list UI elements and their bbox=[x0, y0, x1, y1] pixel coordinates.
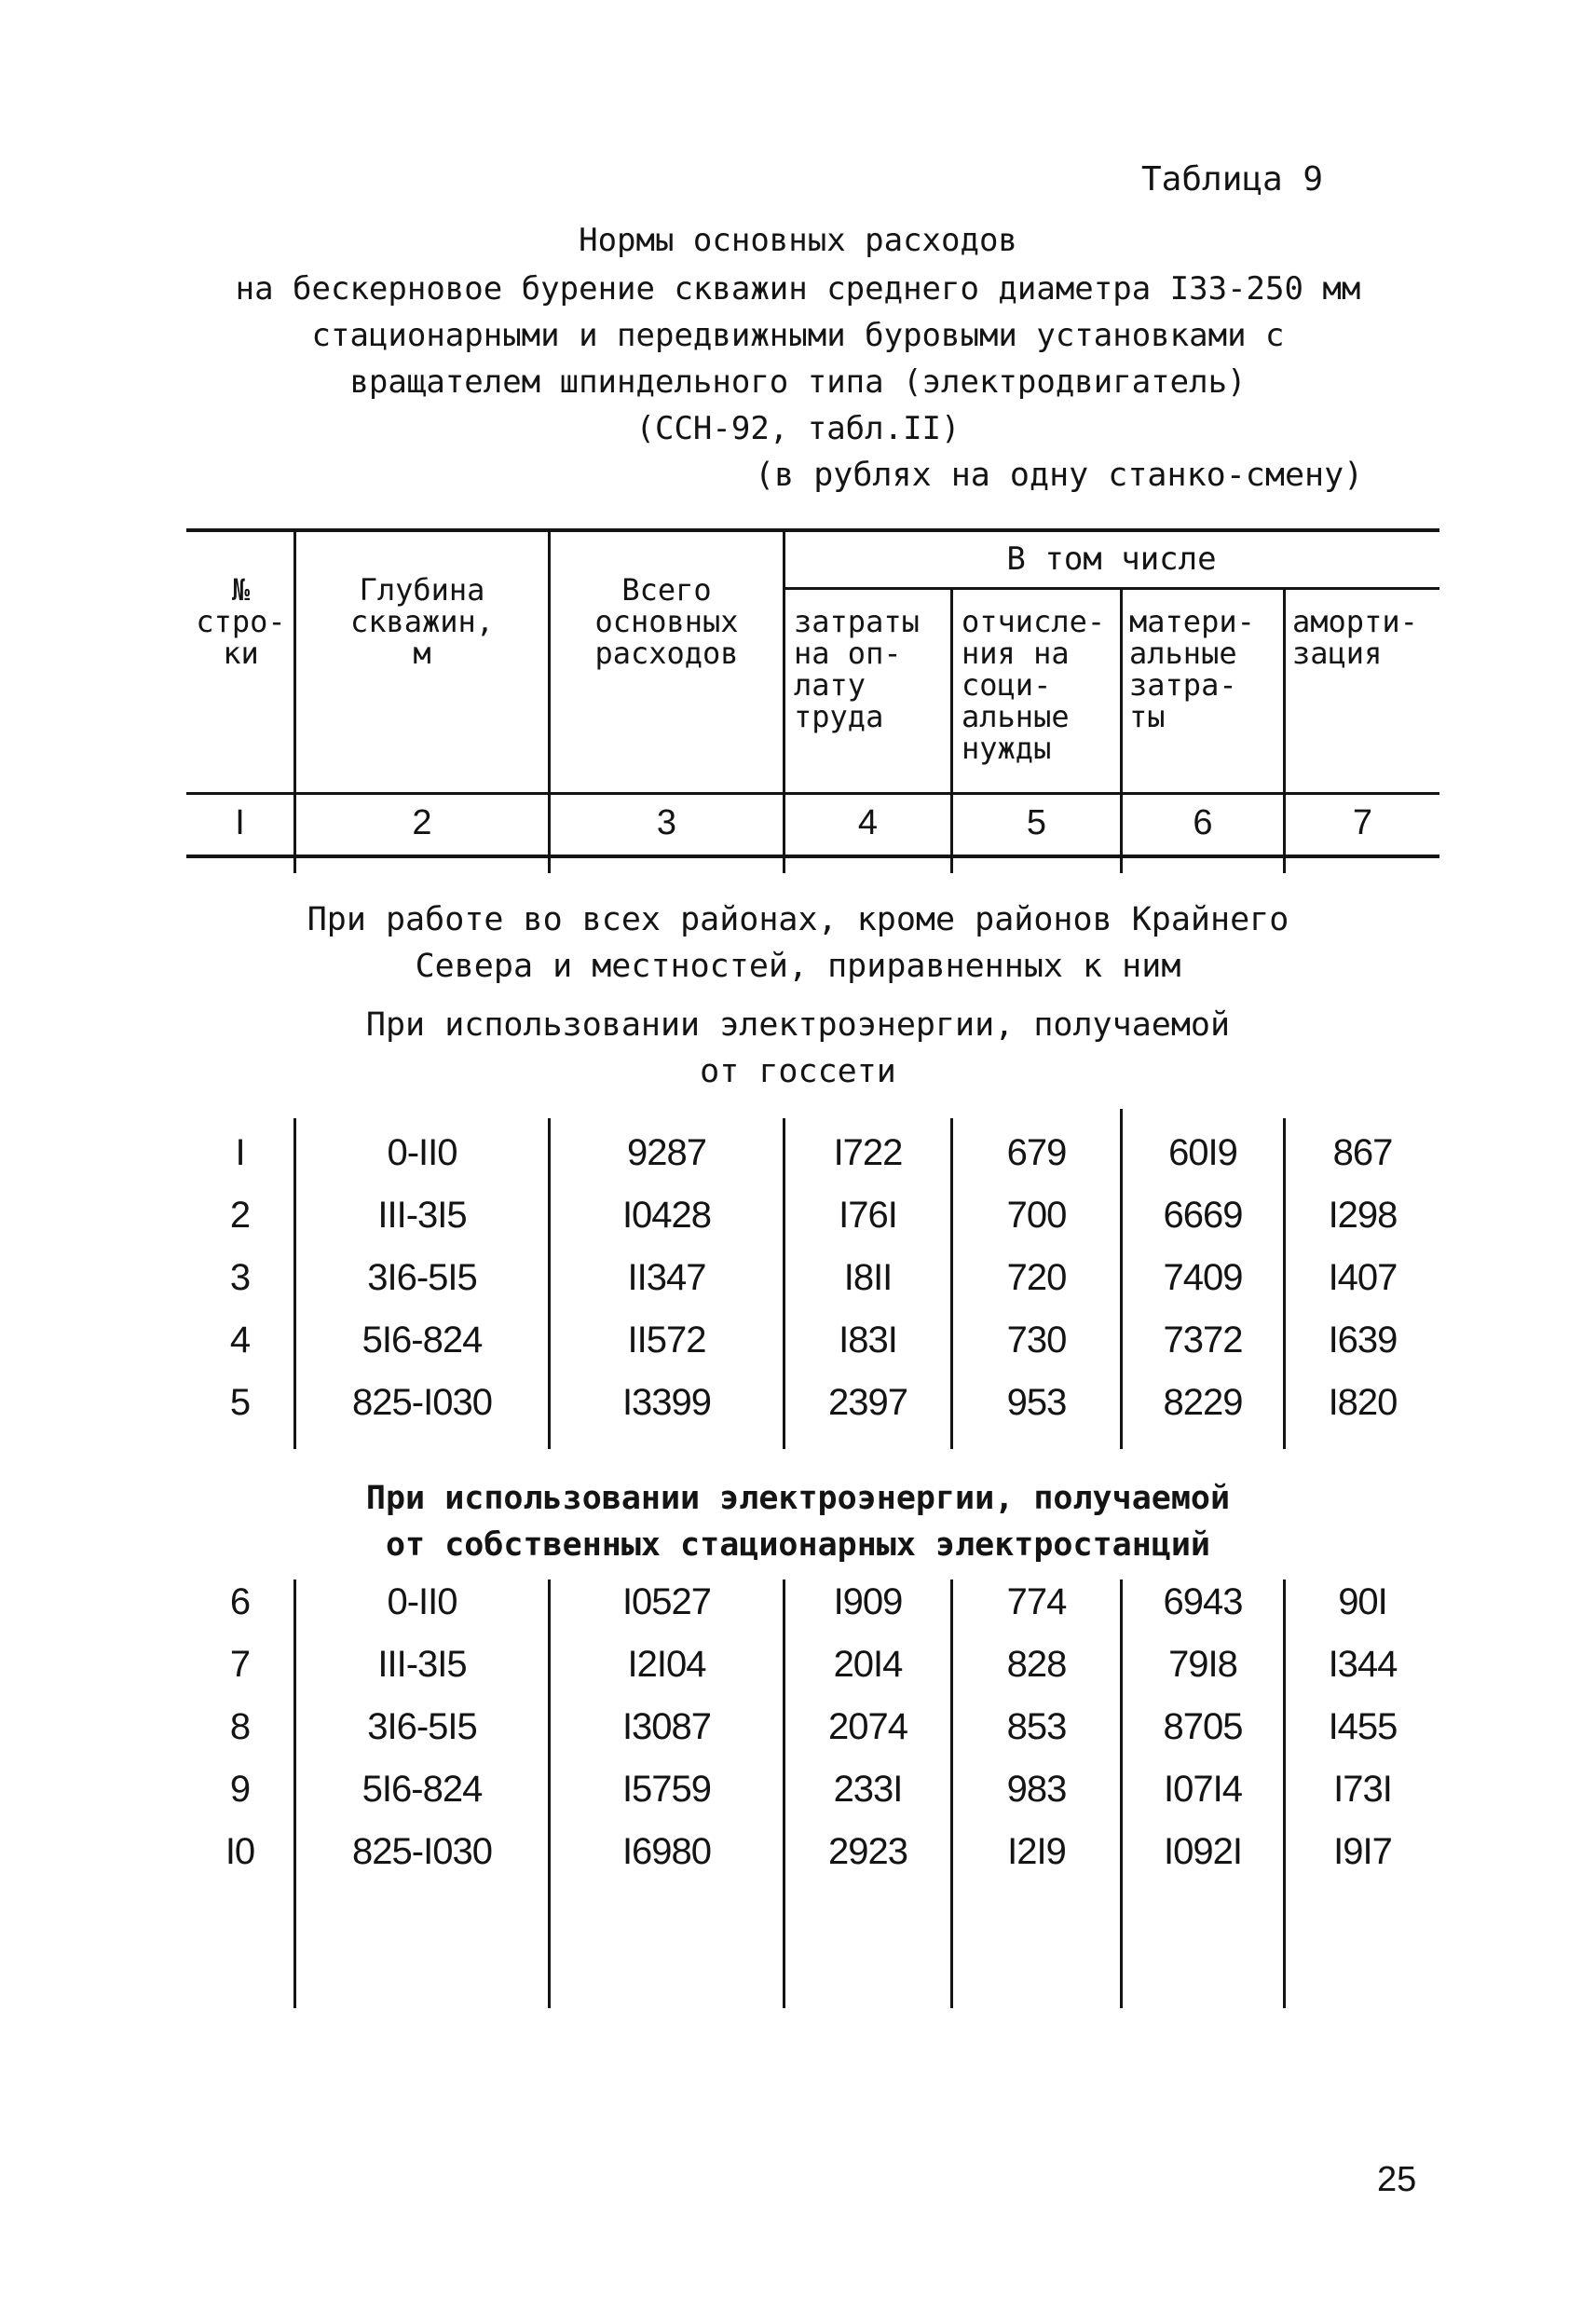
cell-social: I2I9 bbox=[1007, 1831, 1066, 1872]
cell-row-number: I0 bbox=[225, 1831, 255, 1872]
cell-social: 828 bbox=[1006, 1644, 1067, 1685]
units-note: (в рублях на одну станко-смену) bbox=[755, 457, 1364, 494]
cell-row-number: 8 bbox=[229, 1706, 251, 1747]
cell-materials: 6669 bbox=[1163, 1195, 1243, 1236]
cell-row-number: 9 bbox=[229, 1769, 251, 1810]
cell-total: I3087 bbox=[621, 1706, 712, 1747]
cell-social: 853 bbox=[1006, 1706, 1067, 1747]
cell-row-number: 7 bbox=[229, 1644, 251, 1685]
cell-social: 700 bbox=[1006, 1195, 1067, 1236]
cell-amortization: 90I bbox=[1338, 1581, 1387, 1622]
cell-labor: 2923 bbox=[828, 1831, 907, 1872]
cell-labor: 2074 bbox=[828, 1706, 907, 1747]
cell-total: I2I04 bbox=[627, 1644, 706, 1685]
cell-row-number: 6 bbox=[229, 1581, 251, 1622]
title-line-3: стационарными и передвижными буровыми установками с bbox=[311, 317, 1285, 354]
cell-row-number: I bbox=[235, 1132, 245, 1173]
cell-social: 774 bbox=[1006, 1581, 1067, 1622]
header-top-rule bbox=[186, 528, 1439, 532]
cell-social: 983 bbox=[1006, 1769, 1067, 1810]
col-number-3: 3 bbox=[656, 803, 677, 842]
cell-depth: III-3I5 bbox=[377, 1195, 467, 1236]
cell-social: 679 bbox=[1006, 1132, 1067, 1173]
cell-row-number: 4 bbox=[229, 1320, 251, 1361]
cell-materials: 79I8 bbox=[1168, 1644, 1237, 1685]
title-line-5: (ССН-92, табл.II) bbox=[635, 410, 961, 447]
cell-total: I0527 bbox=[621, 1581, 712, 1622]
cell-amortization: I9I7 bbox=[1333, 1831, 1392, 1872]
cell-amortization: I298 bbox=[1328, 1195, 1398, 1236]
cell-amortization: I344 bbox=[1328, 1644, 1398, 1685]
header-depth: Глубина скважин, м bbox=[349, 572, 495, 671]
cell-total: I3399 bbox=[621, 1382, 712, 1423]
table-label: Таблица 9 bbox=[1141, 160, 1324, 198]
col-number-7: 7 bbox=[1352, 803, 1373, 842]
colnum-bottom-rule bbox=[186, 855, 1439, 858]
cell-total: 9287 bbox=[627, 1132, 706, 1173]
header-group: В том числе bbox=[1006, 540, 1217, 578]
cell-labor: I83I bbox=[839, 1320, 897, 1361]
cell-labor: 2397 bbox=[828, 1382, 907, 1423]
cell-materials: 8705 bbox=[1163, 1706, 1243, 1747]
page-number: 25 bbox=[1377, 2160, 1417, 2199]
cell-materials: 60I9 bbox=[1168, 1132, 1237, 1173]
cell-depth: 3I6-5I5 bbox=[367, 1706, 477, 1747]
cell-amortization: I455 bbox=[1328, 1706, 1398, 1747]
cell-amortization: I639 bbox=[1328, 1320, 1398, 1361]
cell-labor: I722 bbox=[833, 1132, 903, 1173]
cell-materials: 6943 bbox=[1163, 1581, 1243, 1622]
cell-amortization: 867 bbox=[1332, 1132, 1393, 1173]
cell-row-number: 5 bbox=[229, 1382, 251, 1423]
cell-depth: III-3I5 bbox=[377, 1644, 467, 1685]
header-amortization: аморти- зация bbox=[1292, 604, 1418, 671]
cell-labor: I8II bbox=[843, 1257, 893, 1298]
cell-labor: 233I bbox=[833, 1769, 903, 1810]
header-row-number: № стро- ки bbox=[196, 572, 286, 671]
title-line-1: Нормы основных расходов bbox=[579, 222, 1017, 259]
section-heading-regions: При работе во всех районах, кроме районов Крайнего Севера и местностей, приравненных к ним bbox=[307, 901, 1289, 985]
cell-amortization: I73I bbox=[1333, 1769, 1392, 1810]
cell-labor: 20I4 bbox=[833, 1644, 903, 1685]
cell-materials: I07I4 bbox=[1164, 1769, 1242, 1810]
col-number-2: 2 bbox=[412, 803, 432, 842]
cell-total: I0428 bbox=[621, 1195, 712, 1236]
cell-materials: 7372 bbox=[1163, 1320, 1243, 1361]
header-total: Всего основных расходов bbox=[594, 572, 739, 671]
title-line-2: на бескерновое бурение скважин среднего диаметра I33-250 мм bbox=[235, 270, 1361, 308]
cell-materials: I092I bbox=[1164, 1831, 1242, 1872]
cell-amortization: I407 bbox=[1328, 1257, 1398, 1298]
cell-total: I6980 bbox=[621, 1831, 712, 1872]
header-bottom-rule bbox=[186, 792, 1439, 795]
cell-social: 730 bbox=[1006, 1320, 1067, 1361]
col-number-4: 4 bbox=[857, 803, 879, 842]
cell-depth: 3I6-5I5 bbox=[367, 1257, 477, 1298]
cell-total: II347 bbox=[627, 1257, 706, 1298]
cell-row-number: 3 bbox=[229, 1257, 251, 1298]
title-line-4: вращателем шпиндельного типа (электродвигатель) bbox=[349, 363, 1247, 401]
subsection-heading-own-stations: При использовании электроэнергии, получаемой от собственных стационарных электростанций bbox=[365, 1480, 1231, 1564]
col-number-5: 5 bbox=[1026, 803, 1047, 842]
cell-materials: 8229 bbox=[1163, 1382, 1243, 1423]
cell-amortization: I820 bbox=[1328, 1382, 1398, 1423]
col-number-6: 6 bbox=[1193, 803, 1213, 842]
cell-depth: 825-I030 bbox=[352, 1831, 492, 1872]
cell-depth: 825-I030 bbox=[352, 1382, 492, 1423]
cell-depth: 0-II0 bbox=[387, 1132, 457, 1173]
cell-depth: 0-II0 bbox=[387, 1581, 457, 1622]
cell-materials: 7409 bbox=[1163, 1257, 1243, 1298]
cell-labor: I909 bbox=[833, 1581, 903, 1622]
cell-social: 720 bbox=[1006, 1257, 1067, 1298]
subsection-heading-grid: При использовании электроэнергии, получаемой от госсети bbox=[365, 1006, 1231, 1090]
header-materials: матери- альные затра- ты bbox=[1129, 604, 1255, 734]
cell-labor: I76I bbox=[839, 1195, 897, 1236]
cell-social: 953 bbox=[1006, 1382, 1067, 1423]
header-social: отчисле- ния на соци- альные нужды bbox=[962, 604, 1106, 766]
cell-depth: 5I6-824 bbox=[361, 1320, 483, 1361]
group-rule bbox=[783, 587, 1439, 590]
cell-row-number: 2 bbox=[229, 1195, 251, 1236]
cell-depth: 5I6-824 bbox=[361, 1769, 483, 1810]
cell-total: II572 bbox=[627, 1320, 706, 1361]
col-number-1: I bbox=[235, 803, 245, 842]
cell-total: I5759 bbox=[621, 1769, 712, 1810]
header-labor: затраты на оп- лату труда bbox=[794, 604, 920, 734]
